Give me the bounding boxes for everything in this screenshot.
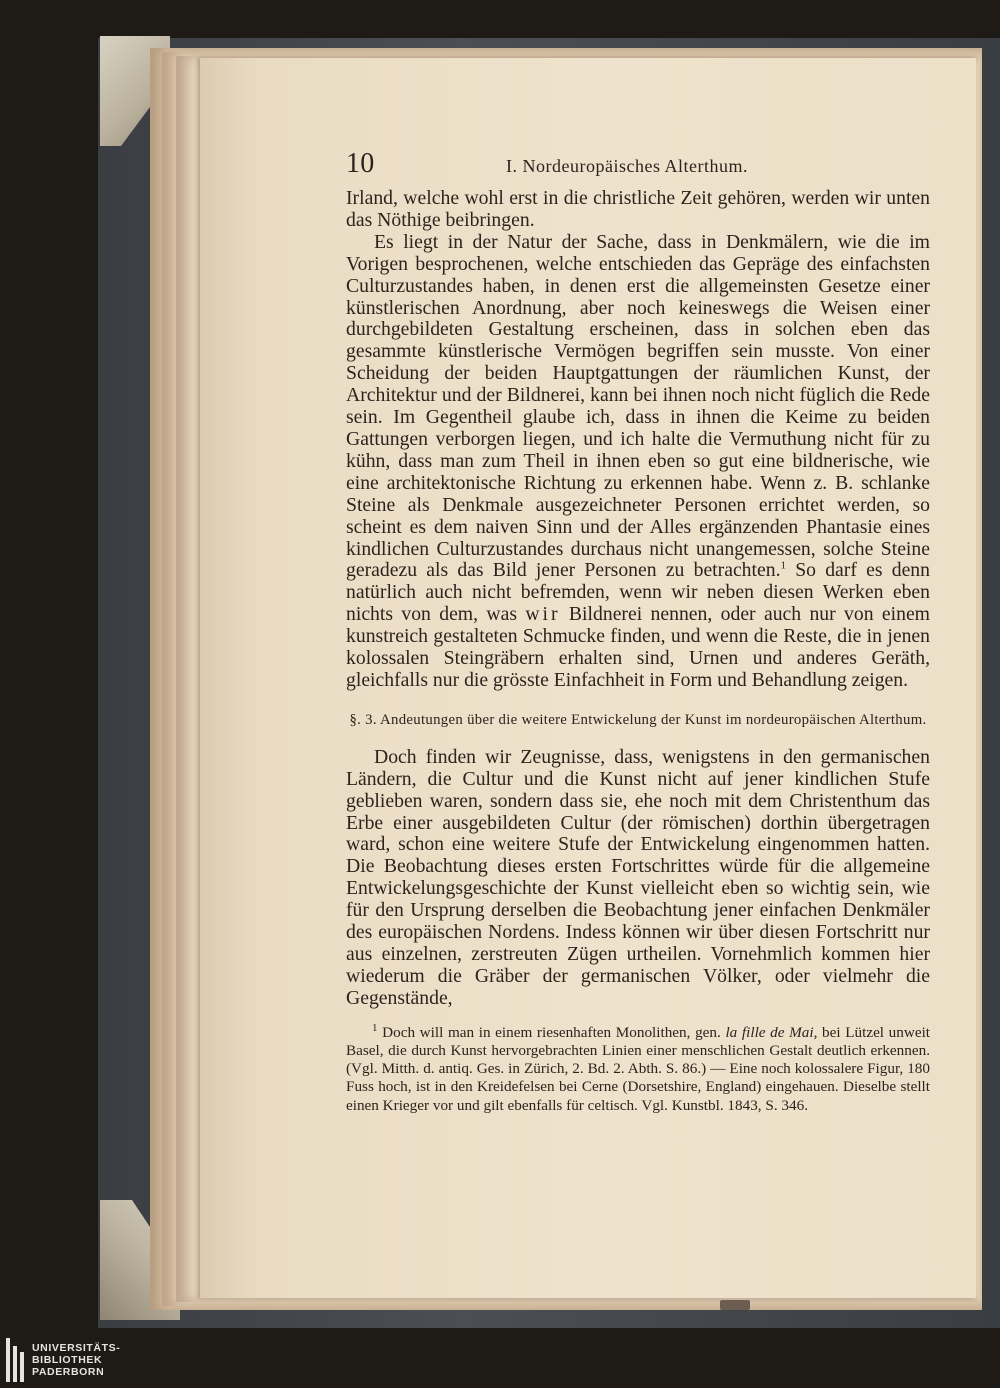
- footnote-italic: la fille de Mai,: [725, 1023, 818, 1041]
- logo-line-3: PADERBORN: [32, 1366, 105, 1378]
- footnote-part-2: bei Lützel unweit Basel, die durch Kunst hervorgebrachten Linien einer menschlichen Gestalt deutlich erkennen. (Vgl. Mitth. d. antiq. Ges. in Zürich, 2. Bd. 2. Abth. S. 86.) — Eine noch kolossalere Figur, 180 Fuss hoch, ist in den Kreidefelsen bei Cerne (Dorsetshire, England) eingehauen. Dieselbe stellt einen Krieger vor und gilt ebenfalls für celtisch. Vgl. Kunstbl. 1843, S. 346.: [346, 1023, 931, 1114]
- footnote-marker: 1: [372, 1021, 378, 1034]
- page-header: [346, 148, 930, 184]
- logo-line-1: UNIVERSITÄTS-: [32, 1342, 121, 1354]
- paragraph-1: Irland, welche wohl erst in die christliche Zeit gehören, werden wir unten das Nöthige beibringen.: [346, 187, 930, 231]
- library-logo-text: [32, 1342, 120, 1378]
- section-heading: §. 3. Andeutungen über die weitere Entwickelung der Kunst im nordeuropäischen Alterthum.: [349, 711, 927, 728]
- library-logo: [6, 1338, 120, 1382]
- paragraph-2-part-2: So darf es denn natürlich auch nicht befremden, wenn wir neben diesen Werken eben nichts von dem, was: [346, 559, 930, 626]
- paragraph-2-part-1: Es liegt in der Natur der Sache, dass in Denkmälern, wie die im Vorigen besprochenen, welche entschieden das Gepräge des einfachsten Culturzustandes haben, in denen erst die allgemeinsten Gesetze einer künstlerischen Anordnung, aber noch keineswegs die Weisen einer durchgebildeten Gestaltung erscheinen, dass in solchen eben das gesammte künstlerische Vermögen begriffen sein musste. Von einer Scheidung der beiden Hauptgattungen der räumlichen Kunst, der Architektur und der Bildnerei, kann bei ihnen noch nicht füglich die Rede sein. Im Gegentheil glaube ich, dass in ihnen die Keime zu beiden Gattungen verborgen liegen, und ich halte die Vermuthung nicht für zu kühn, dass man zum Theil in ihnen eben so gut eine bildnerische, wie eine architektonische Richtung zu erkennen habe. Wenn z. B. schlanke Steine als Denkmale ausgezeichneter Personen errichtet werden, so scheint es dem naiven Sinn und der Alles ergänzenden Phantasie eines kindlichen Culturzustandes durchaus nicht unangemessen, solche Steine geradezu als das Bild jener Personen zu betrachten.: [346, 230, 930, 582]
- footnote: [346, 1021, 931, 1115]
- paragraph-2: [346, 232, 930, 692]
- body-text: [346, 188, 930, 1010]
- paragraph-2-part-3: Bildnerei nennen, oder auch nur von einem kunstreich gestalteten Schmucke finden, und wenn die Reste, die in jenen kolossalen Steingräbern erhalten sind, Urnen und anderes Geräth, gleichfalls nur die grösste Einfachheit in Form und Behandlung zeigen.: [346, 603, 930, 691]
- page-number: 10: [346, 148, 375, 179]
- logo-line-2: BIBLIOTHEK: [32, 1354, 103, 1366]
- library-logo-icon: [6, 1338, 24, 1382]
- bottom-mark: [720, 1300, 750, 1310]
- spaced-emphasis: wir: [525, 603, 561, 626]
- footnote-reference: 1: [780, 559, 787, 572]
- running-head: I. Nordeuropäisches Alterthum.: [506, 156, 748, 176]
- footnote-part-1: Doch will man in einem riesenhaften Monolithen, gen.: [377, 1023, 726, 1041]
- page-content: [346, 148, 930, 1115]
- paragraph-3: Doch finden wir Zeugnisse, dass, wenigstens in den germanischen Ländern, die Cultur und die Kunst nicht auf jener kindlichen Stufe geblieben waren, sondern dass sie, ehe noch mit dem Christenthum das Erbe einer ausgebildeten Cultur (der römischen) dorthin übergetragen ward, schon eine weitere Stufe der Entwickelung eingenommen hatten. Die Beobachtung dieses ersten Fortschrittes würde für die allgemeine Entwickelungsgeschichte der Kunst vielleicht eben so wichtig sein, wie für den Ursprung derselben die Beobachtung jener einfachen Denkmäler des europäischen Nordens. Indess können wir über diesen Fortschritt nur aus einzelnen, zerstreuten Zügen urtheilen. Vornehmlich kommen hier wiederum die Gräber der germanischen Völker, oder vielmehr die Gegenstände,: [346, 745, 930, 1009]
